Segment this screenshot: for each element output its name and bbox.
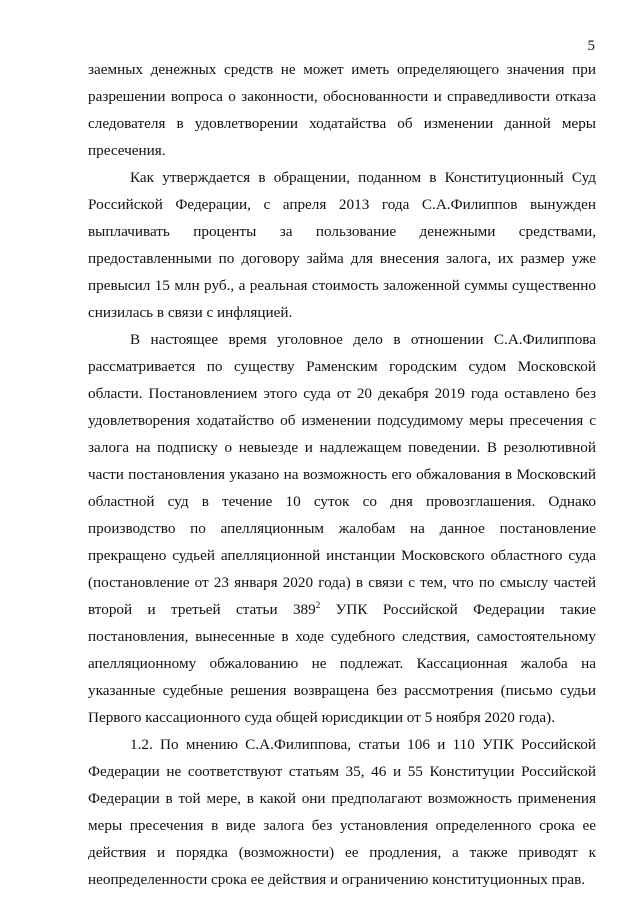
article-superscript: 2 [315,600,321,610]
paragraph-complaint-claims: Как утверждается в обращении, поданном в Конституционный Суд Российской Федерации, с апреля 2013 года С.А.Филиппов вынужден выплачивать проценты за пользование денежными средствами, предоставленными по договору займа для внесения залога, их размер уже превысил 15 млн руб., а реальная стоимость заложенной суммы существенно снизилась в связи с инфляцией. [88,169,596,321]
paragraph-case-history [88,326,596,731]
case-history-text-part1: В настоящее время уголовное дело в отношении С.А.Филиппова рассматривается по существу Раменским городским судом Московской области. Постановлением этого суда от 20 декабря 2019 года оставлено без удовлетворения ходатайство об изменении подсудимому меры пресечения с залога на подписку о невыезде и надлежащем поведении. В резолютивной части постановления указано на возможность его обжалования в Московский областной суд в течение 10 суток со дня провозглашения. Однако производство по апелляционным жалобам на данное постановление прекращено судьей апелляционной инстанции Московского областного суда (постановление от 23 января 2020 года) в связи с тем, что по смыслу частей второй и третьей статьи 389 [88,331,596,618]
document-body [88,56,596,893]
paragraph-section-1-2: 1.2. По мнению С.А.Филиппова, статьи 106 и 110 УПК Российской Федерации не соответствуют статьям 35, 46 и 55 Конституции Российской Федерации в той мере, в какой они предполагают возможность применения меры пресечения в виде залога без установления определенного срока ее действия и порядка (возможности) ее продления, а также приводят к неопределенности срока ее действия и ограничению конституционных прав. [88,736,596,888]
paragraph-continuation: заемных денежных средств не может иметь определяющего значения при разрешении вопроса о законности, обоснованности и справедливости отказа следователя в удовлетворении ходатайства об изменении данной меры пресечения. [88,61,596,159]
case-history-text-part2: УПК Российской Федерации такие постановления, вынесенные в ходе судебного следствия, самостоятельному апелляционному обжалованию не подлежат. Кассационная жалоба на указанные судебные решения возвращена без рассмотрения (письмо судьи Первого кассационного суда общей юрисдикции от 5 ноября 2020 года). [88,601,596,726]
page-number: 5 [587,38,595,54]
